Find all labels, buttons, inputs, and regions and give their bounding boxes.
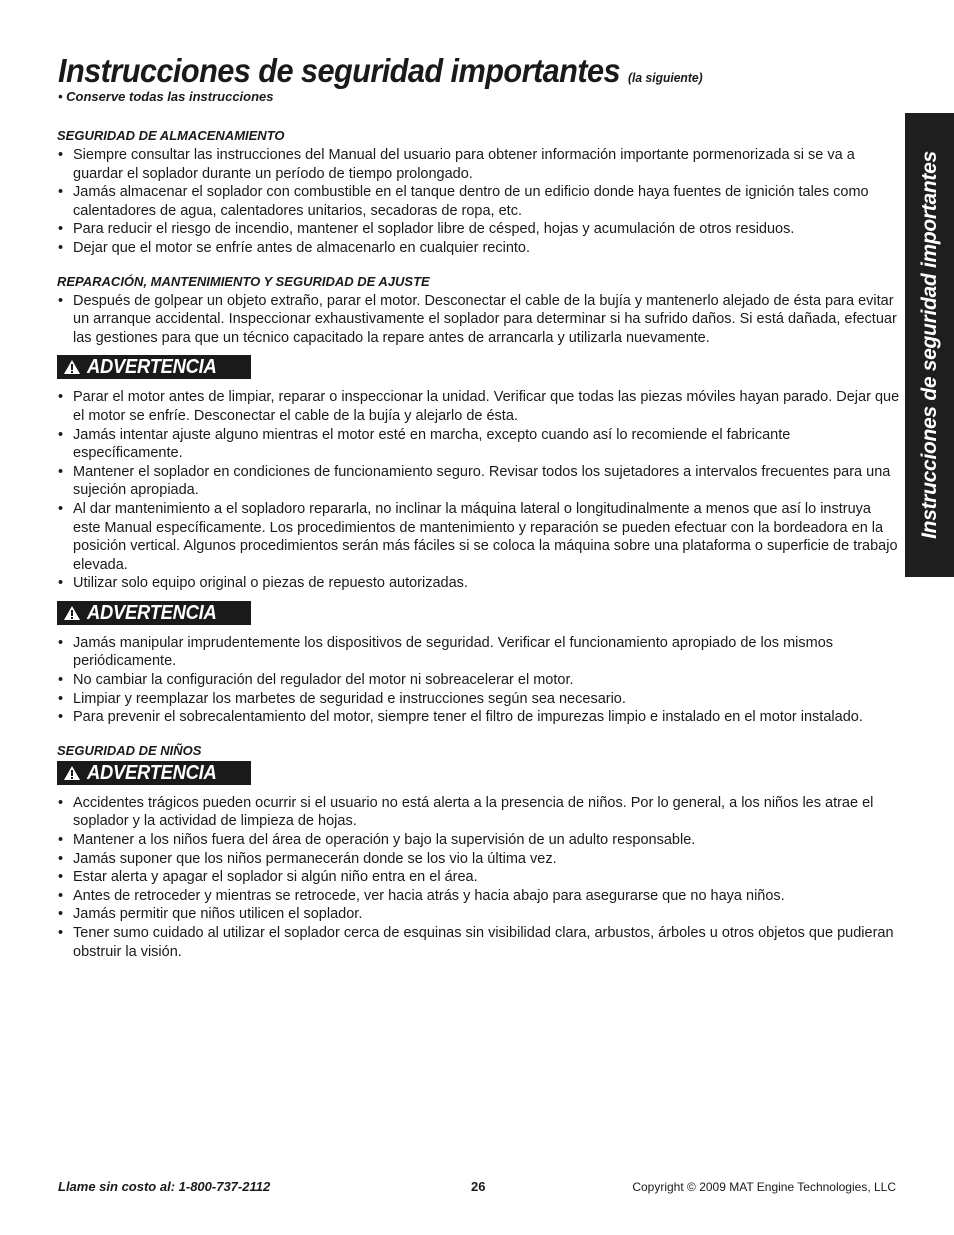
page-title xyxy=(58,52,703,90)
list-item: • Mantener a los niños fuera del área de operación y bajo la supervisión de un adulto responsable. xyxy=(56,831,902,850)
list-item: • Para prevenir el sobrecalentamiento del motor, siempre tener el filtro de impurezas limpio e instalado en el motor instalado. xyxy=(56,708,902,727)
warning-banner xyxy=(57,761,251,785)
main-content xyxy=(56,128,902,961)
list-item: • Utilizar solo equipo original o piezas de repuesto autorizadas. xyxy=(56,574,902,593)
warning-label: ADVERTENCIA xyxy=(87,601,217,624)
warning-list-1 xyxy=(56,388,902,593)
children-heading: SEGURIDAD DE NIÑOS xyxy=(57,742,202,758)
list-item: • Accidentes trágicos pueden ocurrir si el usuario no está alerta a la presencia de niños. Por lo general, a los niños les atrae el soplador y la actividad de limpieza de hojas. xyxy=(56,794,902,831)
list-item: • Estar alerta y apagar el soplador si algún niño entra en el área. xyxy=(56,868,902,887)
footer-copyright: Copyright © 2009 MAT Engine Technologies, LLC xyxy=(632,1180,896,1194)
list-item: • No cambiar la configuración del regulador del motor ni sobreacelerar el motor. xyxy=(56,671,902,690)
list-item: • Jamás almacenar el soplador con combustible en el tanque dentro de un edificio donde haya fuentes de ignición tales como calentadores de agua, calentadores unitarios, secadoras de ropa, etc. xyxy=(56,183,902,220)
side-tab xyxy=(905,113,954,577)
warning-triangle-icon xyxy=(63,605,81,621)
page-number: 26 xyxy=(471,1179,486,1194)
list-item: • Mantener el soplador en condiciones de funcionamiento seguro. Revisar todos los sujetadores a intervalos frecuentes para una sujeción apropiada. xyxy=(56,463,902,500)
list-item: • Dejar que el motor se enfríe antes de almacenarlo en cualquier recinto. xyxy=(56,239,902,258)
list-item: • Antes de retroceder y mientras se retrocede, ver hacia atrás y hacia abajo para asegurarse que no haya niños. xyxy=(56,887,902,906)
list-item: • Siempre consultar las instrucciones del Manual del usuario para obtener información importante pormenorizada si se va a guardar el soplador durante un período de tiempo prolongado. xyxy=(56,146,902,183)
repair-list xyxy=(56,292,902,348)
side-tab-label: Instrucciones de seguridad importantes xyxy=(917,151,941,539)
footer-phone: Llame sin costo al: 1-800-737-2112 xyxy=(58,1179,271,1194)
list-item: • Jamás suponer que los niños permanecerán donde se los vio la última vez. xyxy=(56,850,902,869)
warning-banner xyxy=(57,601,251,625)
warning-banner xyxy=(57,355,251,379)
warning-triangle-icon xyxy=(63,359,81,375)
storage-list xyxy=(56,146,902,258)
conserve-note: • Conserve todas las instrucciones xyxy=(58,89,274,104)
list-item: • Jamás permitir que niños utilicen el soplador. xyxy=(56,905,902,924)
list-item: • Jamás intentar ajuste alguno mientras el motor esté en marcha, excepto cuando así lo recomiende el fabricante específicamente. xyxy=(56,426,902,463)
children-list xyxy=(56,794,902,961)
list-item: • Después de golpear un objeto extraño, parar el motor. Desconectar el cable de la bujía y mantenerlo alejado de ésta para evitar un arranque accidental. Inspeccionar exhaustivamente el soplador para determinar si ha sufrido daños. Si está dañada, efectuar las gestiones para que un técnico capacitado la repare antes de arrancarla y utilizarla nuevamente. xyxy=(56,292,902,348)
repair-heading: REPARACIÓN, MANTENIMIENTO Y SEGURIDAD DE AJUSTE xyxy=(57,273,430,289)
warning-label: ADVERTENCIA xyxy=(87,761,217,784)
list-item: • Parar el motor antes de limpiar, reparar o inspeccionar la unidad. Verificar que todas las piezas móviles hayan parado. Dejar que el motor se enfríe. Desconectar el cable de la bujía y alejarlo de ésta. xyxy=(56,388,902,425)
storage-heading: SEGURIDAD DE ALMACENAMIENTO xyxy=(57,128,285,143)
warning-label: ADVERTENCIA xyxy=(87,356,217,379)
list-item: • Para reducir el riesgo de incendio, mantener el soplador libre de césped, hojas y acumulación de otros residuos. xyxy=(56,220,902,239)
page-subtitle: (la siguiente) xyxy=(628,70,703,85)
list-item: • Jamás manipular imprudentemente los dispositivos de seguridad. Verificar el funcionamiento apropiado de los mismos periódicamente. xyxy=(56,634,902,671)
list-item: • Al dar mantenimiento a el sopladoro repararla, no inclinar la máquina lateral o longitudinalmente a menos que así lo instruya este Manual específicamente. Los procedimientos de mantenimiento y reparación se pueden efectuar con la bordeadora en la posición vertical. Algunos procedimientos serán más fáciles si se coloca la máquina sobre una plataforma o superficie de trabajo elevada. xyxy=(56,500,902,574)
list-item: • Limpiar y reemplazar los marbetes de seguridad e instrucciones según sea necesario. xyxy=(56,690,902,709)
warning-list-2 xyxy=(56,634,902,727)
warning-triangle-icon xyxy=(63,765,81,781)
list-item: • Tener sumo cuidado al utilizar el soplador cerca de esquinas sin visibilidad clara, arbustos, árboles u otros objetos que pudieran obstruir la visión. xyxy=(56,924,902,961)
page-title-text: Instrucciones de seguridad importantes xyxy=(58,52,621,89)
